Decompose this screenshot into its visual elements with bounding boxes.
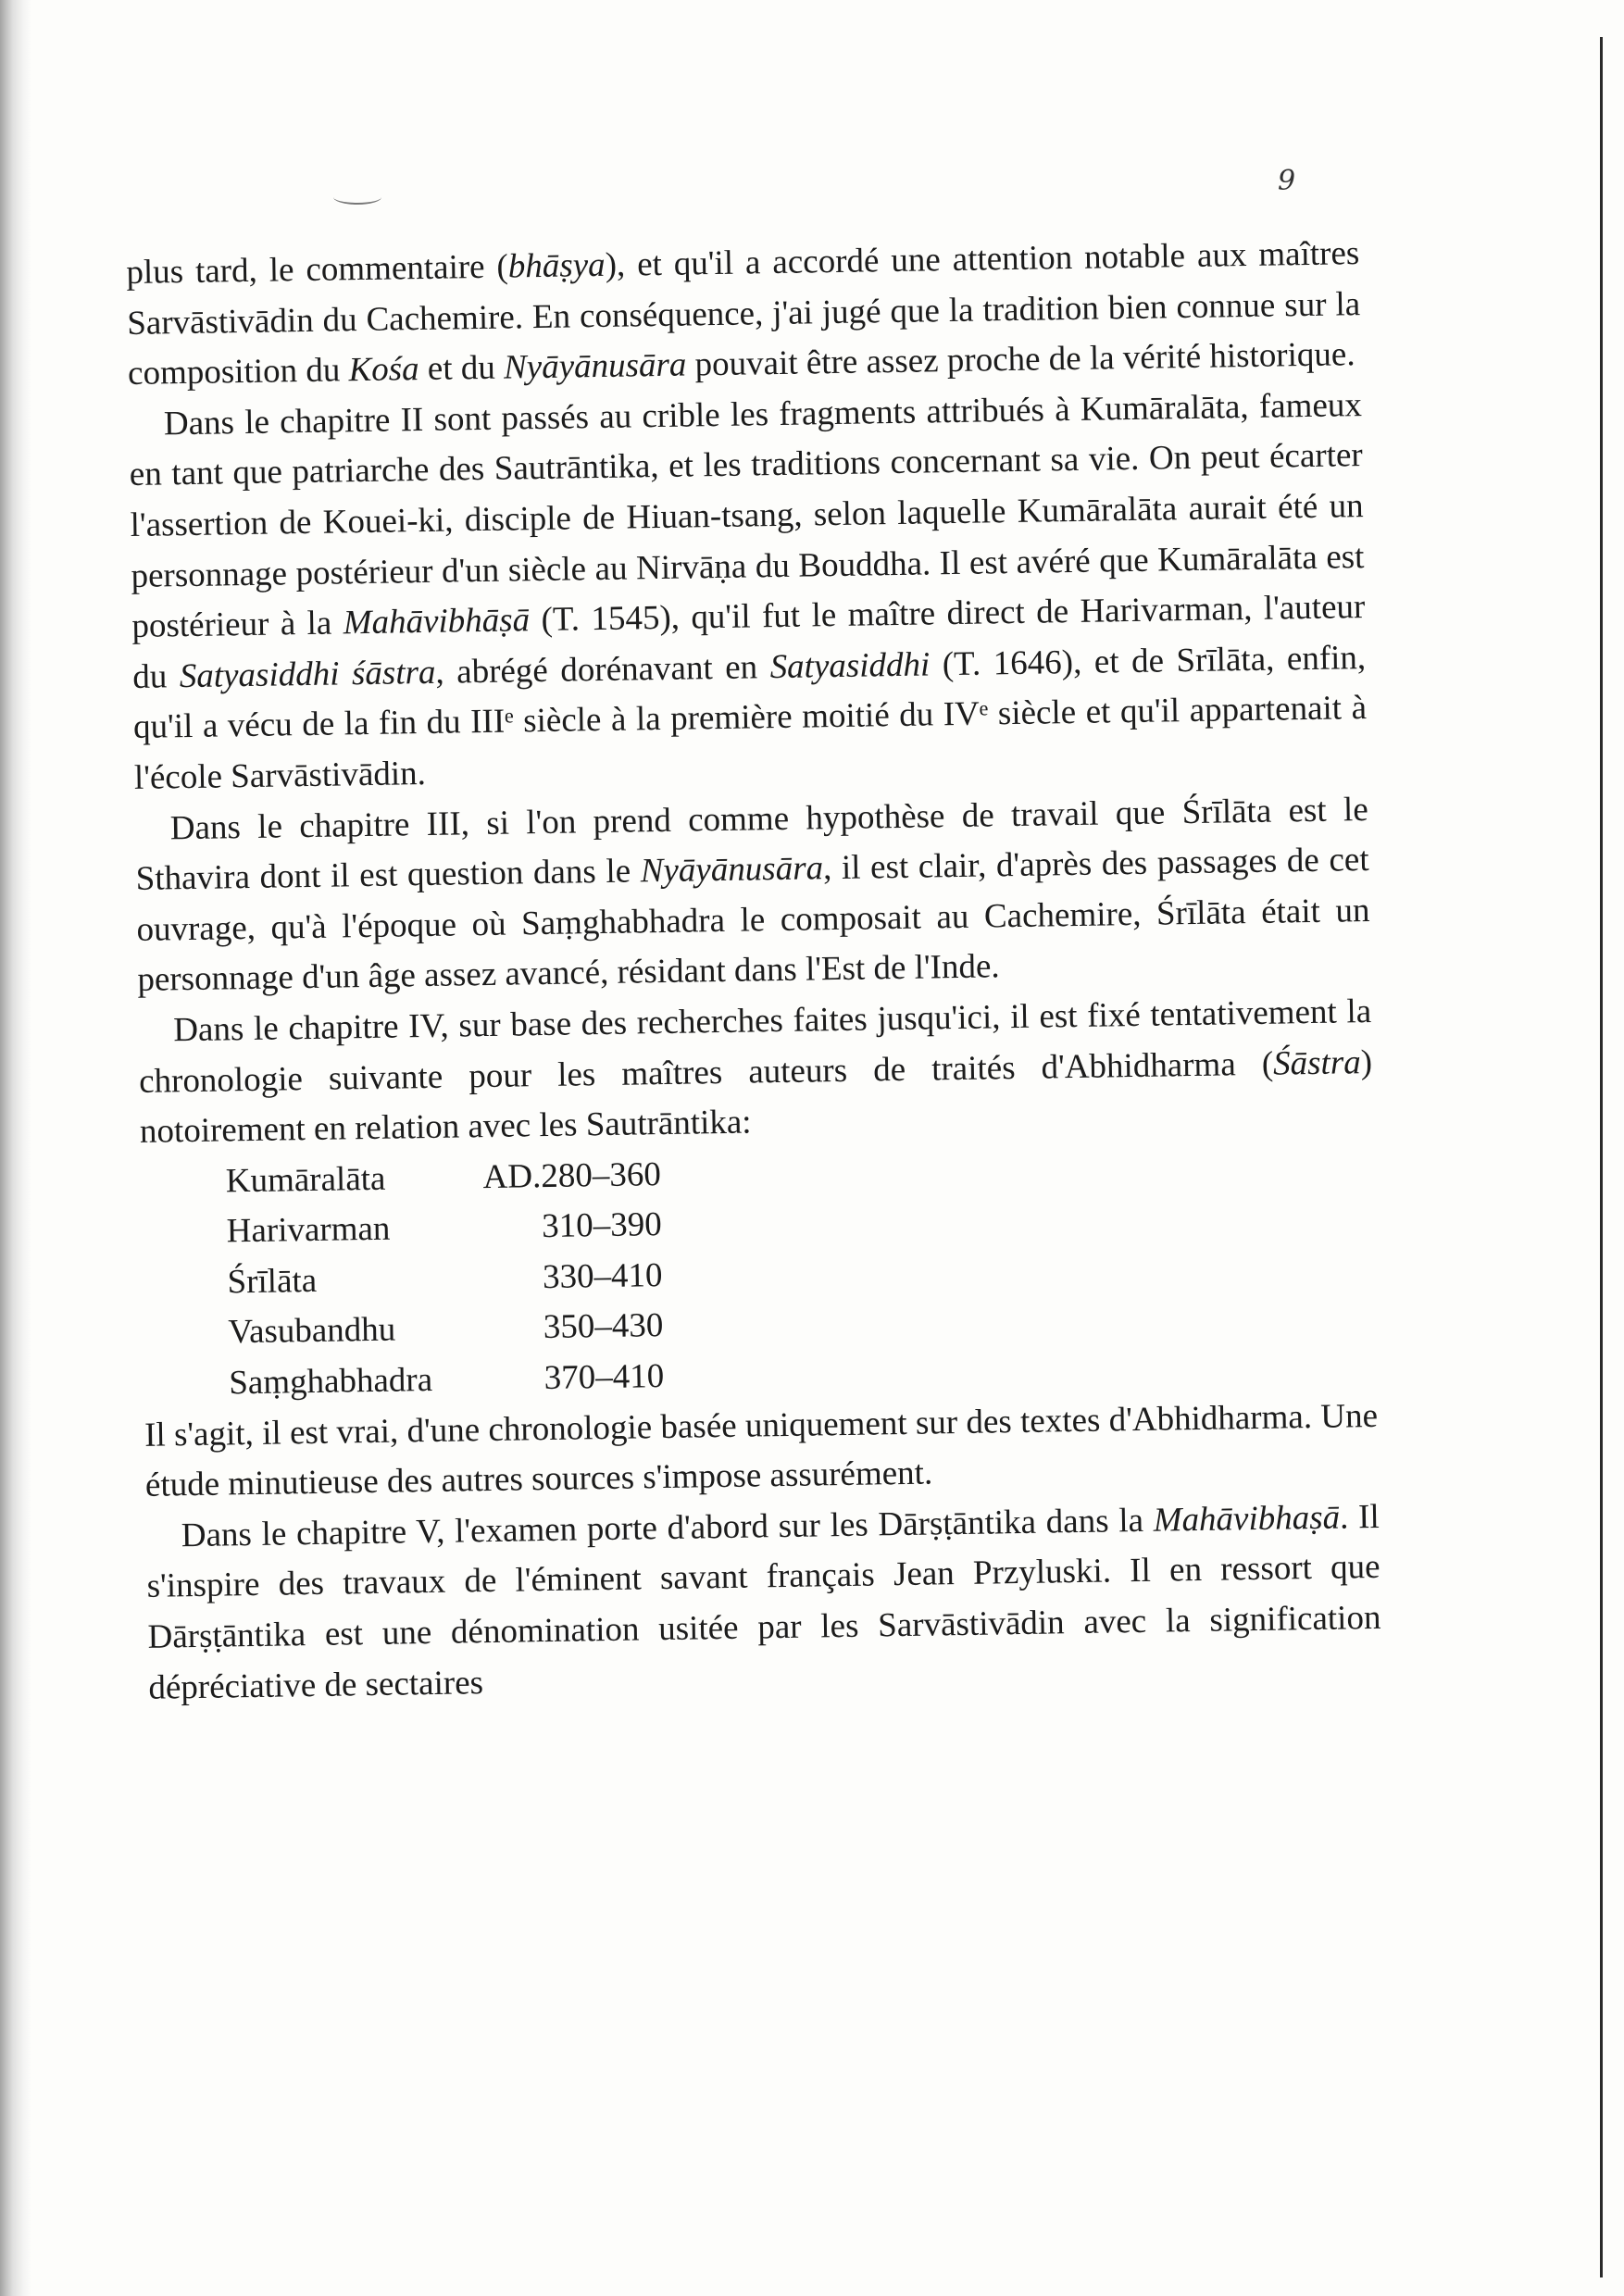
- pencil-mark: [333, 190, 381, 205]
- italic-term: bhāṣya: [507, 245, 606, 286]
- paragraph: [126, 229, 1361, 400]
- author-dates: 370–410: [543, 1357, 665, 1398]
- text-run: plus tard, le commentaire (: [126, 247, 509, 292]
- text-run: et du: [418, 348, 505, 389]
- author-dates: 310–390: [541, 1205, 662, 1246]
- author-name: Kumāralāta: [225, 1159, 386, 1201]
- paragraphs-before-table: [126, 229, 1373, 1157]
- italic-term: Kośa: [348, 350, 419, 390]
- text-run: Dans le chapitre V, l'examen porte d'abord sur les Dārṣṭāntika dans la: [181, 1501, 1155, 1555]
- italic-term: Satyasiddhi: [769, 645, 931, 686]
- page-edge-line: [1600, 37, 1603, 2277]
- author-name: Harivarman: [226, 1209, 391, 1251]
- chronology-row: [226, 1200, 662, 1257]
- text-run: pouvait être assez proche de la vérité historique.: [686, 335, 1355, 384]
- italic-term: Nyāyānusāra: [640, 849, 824, 891]
- paragraph: [129, 381, 1368, 805]
- text-run: Il s'agit, il est vrai, d'une chronologie basée uniquement sur des textes d'Abhidharma. Une étude minutieuse des autres sources s'impose assurément.: [144, 1396, 1379, 1505]
- italic-term: Nyāyānusāra: [503, 345, 687, 387]
- chronology-row: [225, 1150, 661, 1207]
- italic-term: Mahāvibhaṣā: [1153, 1498, 1341, 1540]
- italic-term: Mahāvibhāṣā: [343, 601, 531, 643]
- chronology-table: [225, 1150, 664, 1409]
- author-dates: 350–430: [543, 1306, 664, 1347]
- text-run: (T. 1646), et de Srīlāta, enfin, qu'il a vécu de la fin du IIIᵉ siècle à la première moitié du IVᵉ siècle et qu'il appartenait à l'école Sarvāstivādin.: [132, 638, 1368, 797]
- italic-term: Śāstra: [1272, 1042, 1361, 1083]
- page-number: 9: [1278, 165, 1296, 197]
- paragraph: [134, 785, 1370, 1006]
- author-name: Saṃghabhadra: [228, 1361, 433, 1403]
- italic-term: Satyasiddhi śāstra: [179, 653, 436, 695]
- text-run: ), et qu'il a accordé une attention notable aux maîtres Sarvāstivādin du Cachemire. En conséquence, j'ai jugé que la tradition bien connue sur la composition du: [126, 234, 1361, 393]
- text-run: Dans le chapitre III, si l'on prend comme hypothèse de travail que Śrīlāta est le Sthavira dont il est question dans le: [135, 790, 1369, 899]
- paragraph: [145, 1492, 1381, 1714]
- binding-shadow: [0, 0, 31, 2296]
- text-run: , il est clair, d'après des passages de cet ouvrage, qu'à l'époque où Saṃghabhadra le composait au Cachemire, Śrīlāta était un personnage d'un âge assez avancé, résidant dans l'Est de l'Inde.: [136, 841, 1370, 1000]
- paragraph: [138, 987, 1373, 1158]
- text-run: , abrégé dorénavant en: [435, 647, 770, 692]
- text-run: Dans le chapitre IV, sur base des recherches faites jusqu'ici, il est fixé tentativement la chronologie suivante pour les maîtres auteurs de traités d'Abhidharma (: [138, 992, 1372, 1101]
- text-run: (T. 1545), qu'il fut le maître direct de Harivarman, l'auteur du: [131, 588, 1366, 696]
- paragraph: [144, 1391, 1380, 1512]
- author-dates: 330–410: [542, 1255, 663, 1296]
- text-run: Dans le chapitre II sont passés au crible les fragments attribués à Kumāralāta, fameux en tant que patriarche des Sautrāntika, et les traditions concernant sa vie. On peut écarter l'assertion de Kouei-ki, disciple de Hiuan-tsang, selon laquelle Kumāralāta aurait été un personnage postérieur d'un siècle au Nirvāṇa du Bouddha. Il est avéré que Kumāralāta est postérieur à la: [129, 385, 1365, 646]
- chronology-row: [227, 1251, 663, 1308]
- page-body: [126, 229, 1382, 1714]
- author-dates: AD.280–360: [482, 1154, 662, 1196]
- text-run: . Il s'inspire des travaux de l'éminent savant français Jean Przyluski. Il en ressort que Dārṣṭāntika est une dénomination usitée par les Sarvāstivādin avec la signification dépréciative de sectaires: [146, 1497, 1381, 1707]
- author-name: Śrīlāta: [227, 1261, 318, 1302]
- text-run: ) notoirement en relation avec les Sautrāntika:: [139, 1042, 1373, 1151]
- author-name: Vasubandhu: [228, 1311, 396, 1352]
- chronology-row: [228, 1301, 664, 1358]
- paragraphs-after-table: [144, 1391, 1382, 1714]
- chronology-row: [229, 1352, 665, 1409]
